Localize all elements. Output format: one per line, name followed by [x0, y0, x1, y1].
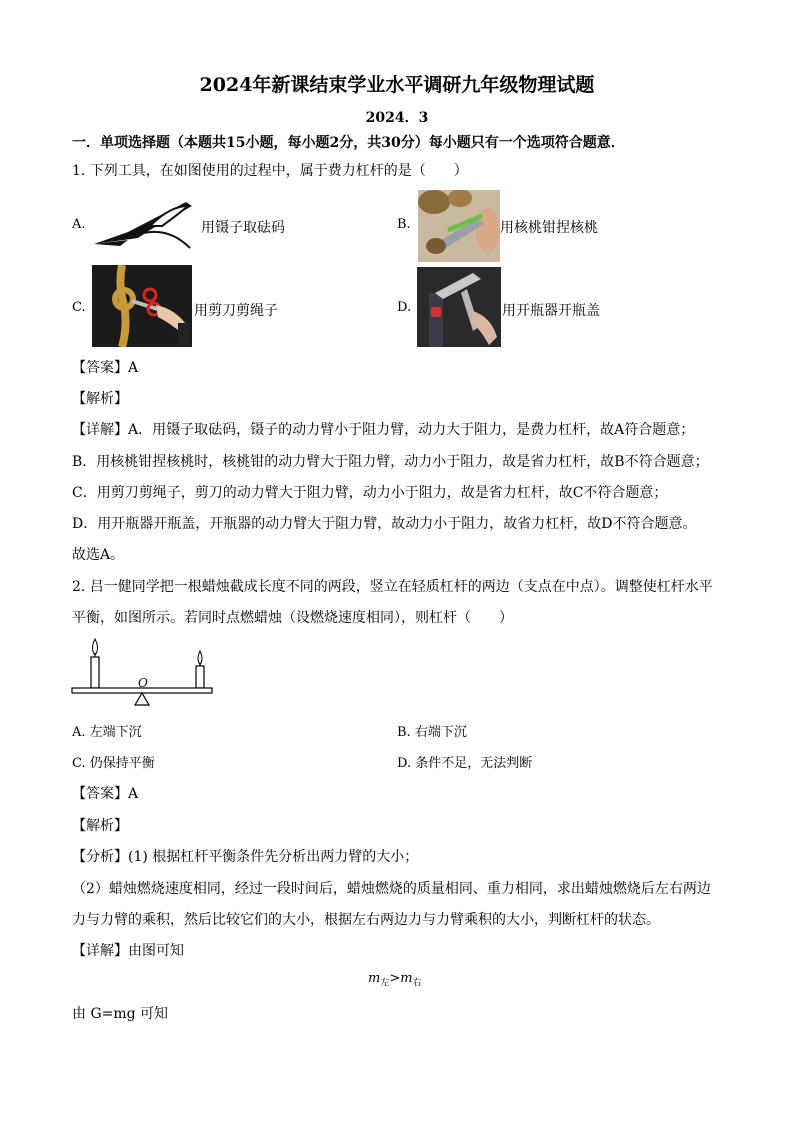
- mass-inequality: $m_左>m_右$: [368, 971, 422, 989]
- pivot-triangle: [135, 693, 149, 705]
- exam-date: 2024．3: [365, 110, 429, 126]
- q1-detail-d: D．用开瓶器开瓶盖，开瓶器的动力臂大于阻力臂，故动力小于阻力，故省力杠杆，故D不符合题意。: [72, 516, 697, 532]
- q2-fenxi-2a: （2）蜡烛燃烧速度相同，经过一段时间后，蜡烛燃烧的质量相同、重力相同，求出蜡烛燃烧后左右两边: [72, 881, 711, 897]
- q1-stem: 1. 下列工具，在如图使用的过程中，属于费力杠杆的是（ ）: [72, 163, 468, 179]
- q1-option-a-letter: A.: [72, 217, 86, 232]
- scissors-rope-icon: [92, 265, 192, 347]
- right-flame-icon: [198, 651, 202, 665]
- q2-option-b: B. 右端下沉: [397, 725, 467, 740]
- q1-detail-b: B．用核桃钳捏核桃时，核桃钳的动力臂大于阻力臂，动力小于阻力，故是省力杠杆，故B不符合题意；: [72, 454, 709, 470]
- q2-option-c: C. 仍保持平衡: [72, 756, 155, 771]
- q1-detail-a: 【详解】A．用镊子取砝码，镊子的动力臂小于阻力臂，动力大于阻力，是费力杠杆，故A符合题意；: [72, 422, 695, 438]
- left-candle: [91, 657, 99, 688]
- q2-option-a: A. 左端下沉: [72, 725, 142, 740]
- left-flame-icon: [93, 639, 98, 655]
- pivot-label: O: [138, 676, 148, 690]
- q2-option-d: D. 条件不足，无法判断: [397, 756, 533, 771]
- q1-analysis-label: 【解析】: [72, 391, 128, 407]
- bottle-opener-icon: [417, 267, 501, 347]
- q1-option-a-caption: 用镊子取砝码: [201, 220, 285, 236]
- tweezers-icon: [90, 196, 198, 252]
- q2-tail: 由 G=mg 可知: [72, 1006, 169, 1022]
- q2-fenxi-1: 【分析】(1) 根据杠杆平衡条件先分析出两力臂的大小；: [72, 849, 419, 865]
- q1-answer: 【答案】A: [72, 360, 139, 376]
- q2-detail: 【详解】由图可知: [72, 943, 184, 959]
- q1-conclusion: 故选A。: [72, 547, 125, 563]
- q2-stem-line2: 平衡，如图所示。若同时点燃蜡烛（设燃烧速度相同），则杠杆（ ）: [72, 610, 513, 626]
- lever-candle-diagram: [70, 635, 215, 707]
- q2-stem-line1: 2. 吕一健同学把一根蜡烛截成长度不同的两段，竖立在轻质杠杆的两边（支点在中点）。调整使杠杆水平: [72, 579, 713, 595]
- q1-option-d-letter: D.: [397, 300, 412, 315]
- q1-option-b-letter: B.: [397, 217, 411, 232]
- q1-detail-c: C．用剪刀剪绳子，剪刀的动力臂大于阻力臂，动力小于阻力，故是省力杠杆，故C不符合题意；: [72, 485, 668, 501]
- q2-analysis-label: 【解析】: [72, 818, 128, 834]
- q2-answer: 【答案】A: [72, 786, 139, 802]
- q2-fenxi-2b: 力与力臂的乘积，然后比较它们的大小，根据左右两边力与力臂乘积的大小，判断杠杆的状态。: [72, 912, 660, 928]
- section-heading: 一．单项选择题（本题共15小题，每小题2分，共30分）每小题只有一个选项符合题意．: [72, 135, 625, 151]
- q1-option-b-caption: 用核桃钳捏核桃: [500, 220, 598, 236]
- right-candle: [196, 666, 204, 688]
- q1-option-d-caption: 用开瓶器开瓶盖: [502, 303, 600, 319]
- q1-option-c-letter: C.: [72, 300, 86, 315]
- page-title: 2024年新课结束学业水平调研九年级物理试题: [199, 74, 595, 96]
- q1-option-c-caption: 用剪刀剪绳子: [194, 303, 278, 319]
- nutcracker-icon: [418, 190, 500, 262]
